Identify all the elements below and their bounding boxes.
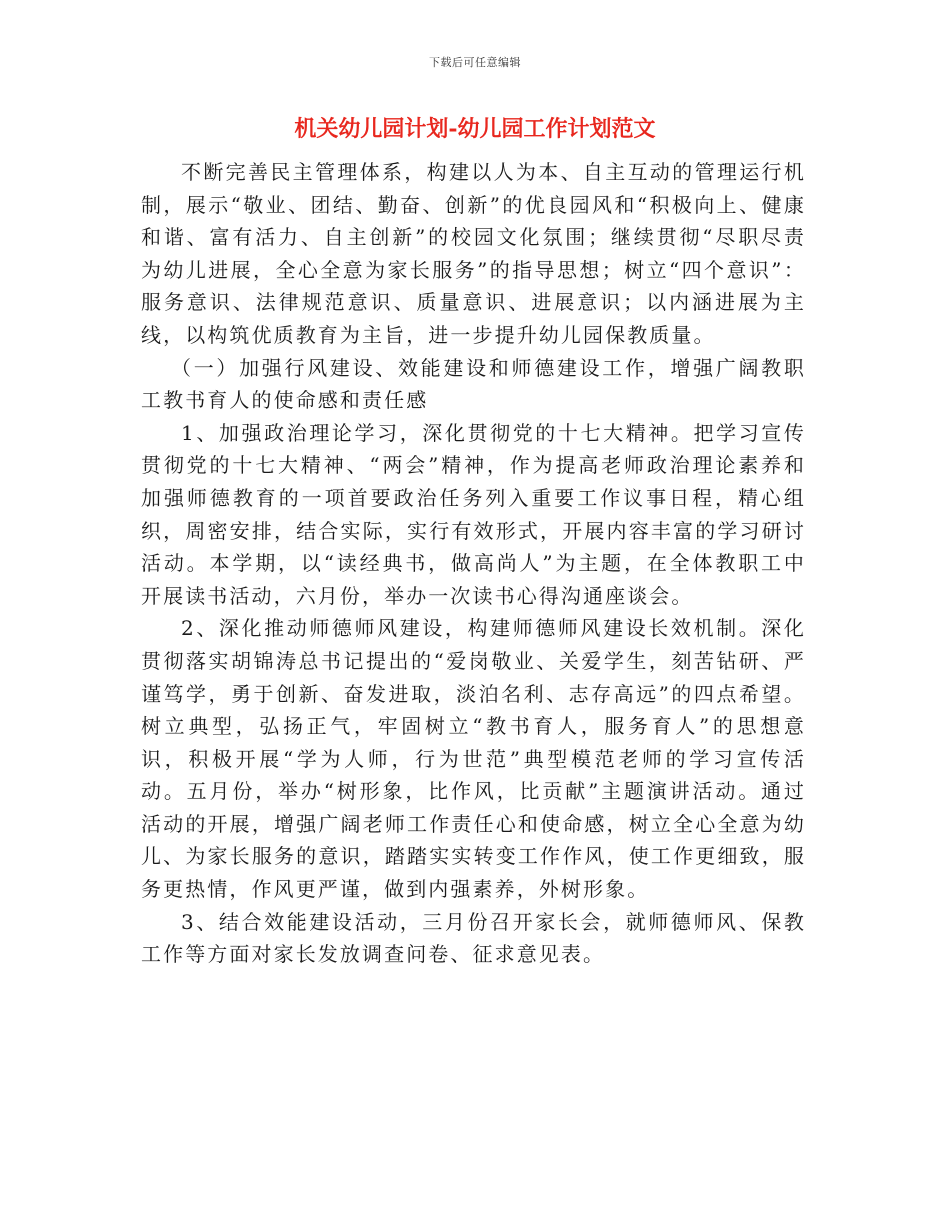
paragraph-item-3: 3、结合效能建设活动，三月份召开家长会，就师德师风、保教工作等方面对家长发放调查问卷、征求意见表。 bbox=[141, 909, 806, 967]
paragraph-item-2: 2、深化推动师德师风建设，构建师德师风建设长效机制。深化贯彻落实胡锦涛总书记提出的“爱岗敬业、关爱学生，刻苦钻研、严谨笃学，勇于创新、奋发进取，淡泊名利、志存高远”的四点希望。树立典型，弘扬正气，牢固树立“教书育人，服务育人”的思想意识，积极开展“学为人师，行为世范”典型模范老师的学习宣传活动。五月份，举办“树形象，比作风，比贡献”主题演讲活动。通过活动的开展，增强广阔老师工作责任心和使命感，树立全心全意为幼儿、为家长服务的意识，踏踏实实转变工作作风，使工作更细致，服务更热情，作风更严谨，做到内强素养，外树形象。 bbox=[141, 616, 806, 902]
paragraph-item-1: 1、加强政治理论学习，深化贯彻党的十七大精神。把学习宣传贯彻党的十七大精神、“两会”精神，作为提高老师政治理论素养和加强师德教育的一项首要政治任务列入重要工作议事日程，精心组织，周密安排，结合实际，实行有效形式，开展内容丰富的学习研讨活动。本学期，以“读经典书，做高尚人”为主题，在全体教职工中开展读书活动，六月份，举办一次读书心得沟通座谈会。 bbox=[141, 420, 806, 608]
paragraph-section-heading: （一）加强行风建设、效能建设和师德建设工作，增强广阔教职工教书育人的使命感和责任感 bbox=[141, 355, 806, 413]
document-body bbox=[141, 156, 806, 971]
header-note: 下载后可任意编辑 bbox=[429, 56, 521, 69]
document-title: 机关幼儿园计划-幼儿园工作计划范文 bbox=[294, 116, 656, 142]
paragraph-intro: 不断完善民主管理体系，构建以人为本、自主互动的管理运行机制，展示“敬业、团结、勤奋、创新”的优良园风和“积极向上、健康和谐、富有活力、自主创新”的校园文化氛围；继续贯彻“尽职尽责为幼儿进展，全心全意为家长服务”的指导思想；树立“四个意识”：服务意识、法律规范意识、质量意识、进展意识；以内涵进展为主线，以构筑优质教育为主旨，进一步提升幼儿园保教质量。 bbox=[141, 160, 806, 347]
